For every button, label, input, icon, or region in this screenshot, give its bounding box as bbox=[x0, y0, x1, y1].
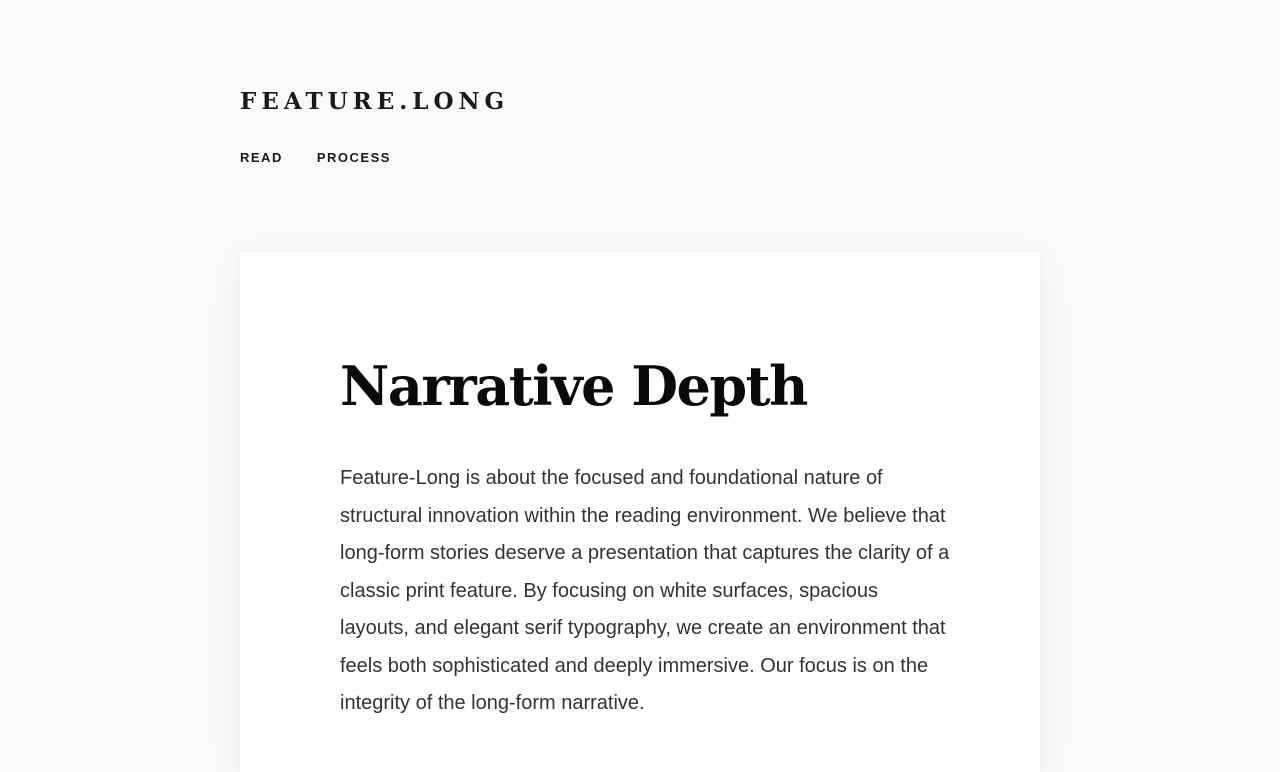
site-header bbox=[240, 86, 509, 118]
nav-item-process[interactable]: PROCESS bbox=[316, 150, 391, 165]
article-content bbox=[340, 350, 950, 723]
article-body: Feature-Long is about the focused and foundational nature of structural innovation within the reading environment. We believe that long-form stories deserve a presentation that captures the clarity of a classic print feature. By focusing on white surfaces, spacious layouts, and elegant serif typography, we create an environment that feels both sophisticated and deeply immersive. Our focus is on the integrity of the long-form narrative. bbox=[340, 467, 950, 714]
main-nav bbox=[240, 150, 391, 166]
article-title: Narrative Depth bbox=[340, 354, 807, 418]
brand-logo[interactable]: FEATURE.LONG bbox=[240, 88, 510, 115]
nav-item-read[interactable]: READ bbox=[240, 150, 283, 165]
article-card bbox=[240, 252, 1040, 772]
